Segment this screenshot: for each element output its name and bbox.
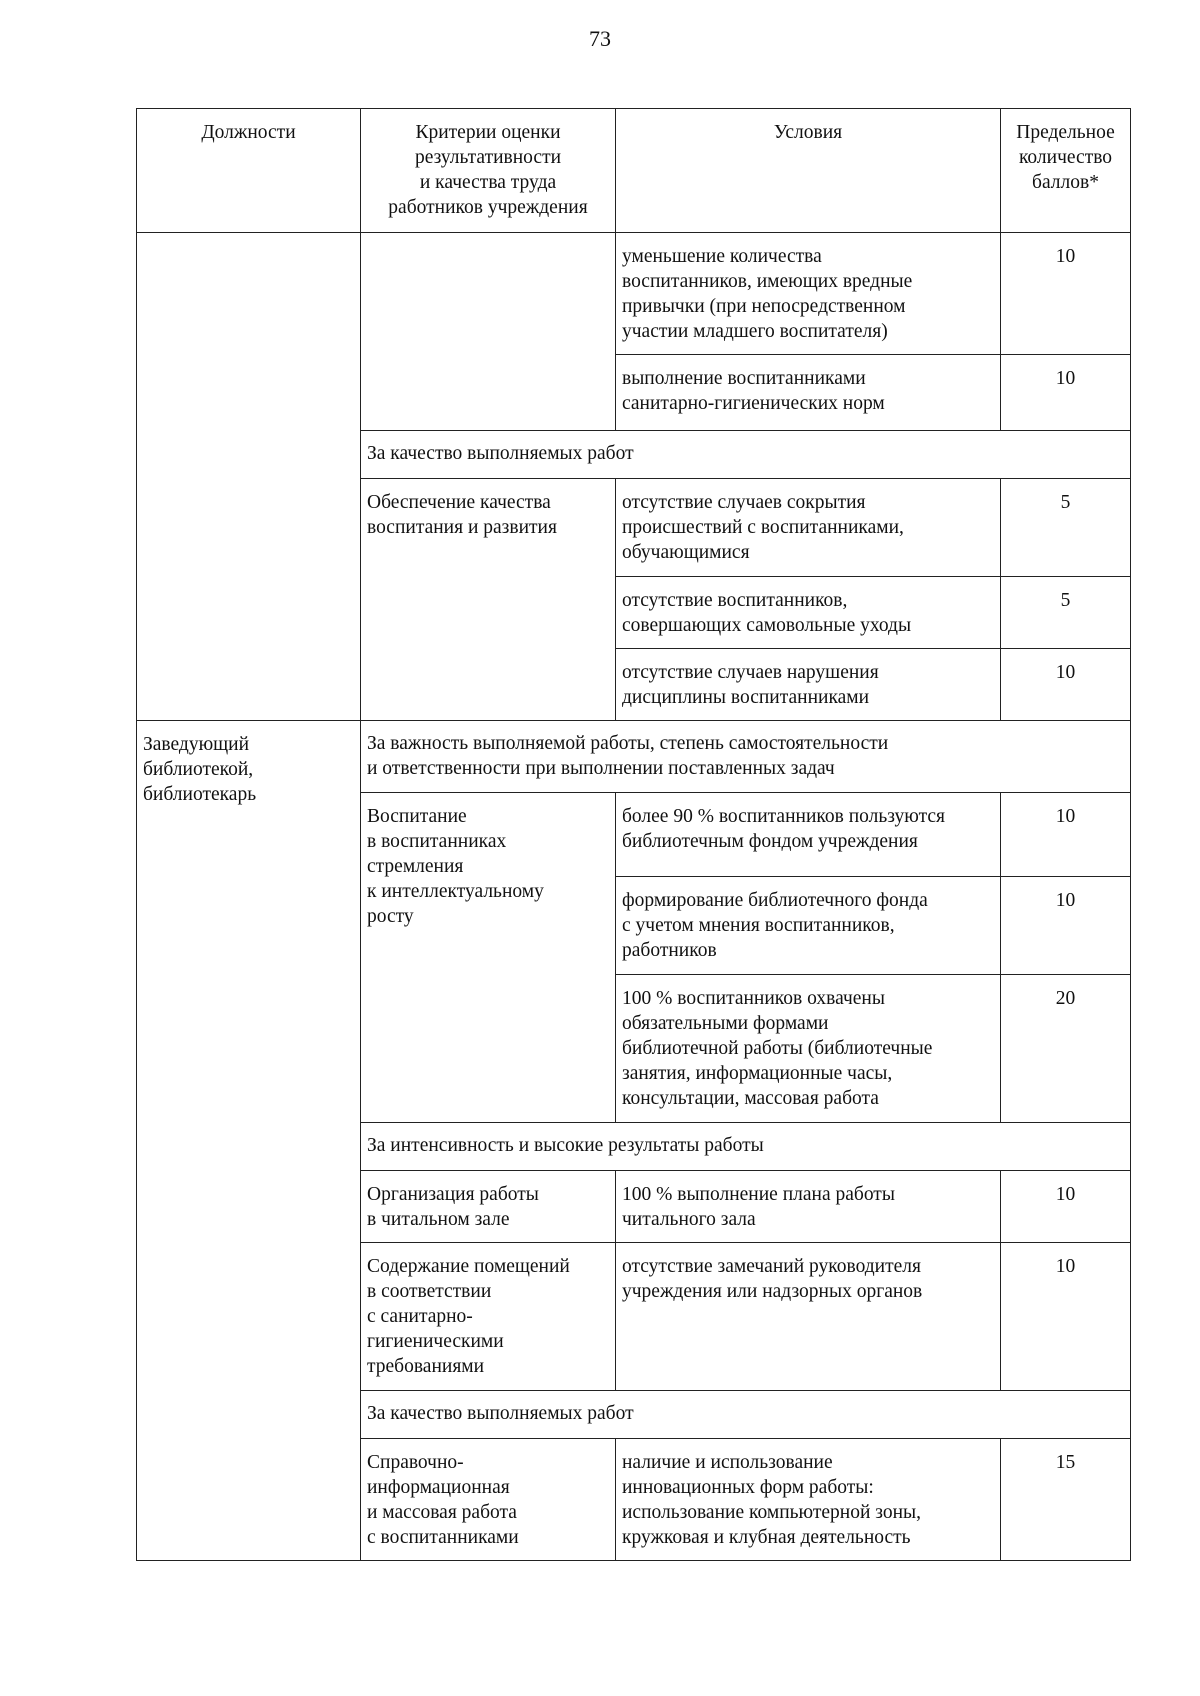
header-positions: Должности — [137, 109, 361, 233]
condition-cell: отсутствие замечаний руководителя учреждения или надзорных органов — [616, 1243, 1001, 1391]
section-row — [137, 721, 1131, 793]
condition-cell: 100 % выполнение плана работы читального зала — [616, 1171, 1001, 1243]
section-quality: За качество выполняемых работ — [361, 1391, 1131, 1439]
points-cell: 10 — [1001, 233, 1131, 355]
page-number: 73 — [589, 26, 611, 51]
points-cell: 10 — [1001, 793, 1131, 877]
section-importance: За важность выполняемой работы, степень самостоятельности и ответственности при выполнении поставленных задач — [361, 721, 1131, 793]
condition-cell: наличие и использование инновационных форм работы: использование компьютерной зоны, кружковая и клубная деятельность — [616, 1439, 1001, 1561]
position-cell: Заведующий библиотекой, библиотекарь — [137, 721, 361, 1561]
position-cell-empty — [137, 233, 361, 721]
section-intensity: За интенсивность и высокие результаты работы — [361, 1123, 1131, 1171]
points-cell: 10 — [1001, 649, 1131, 721]
points-cell: 15 — [1001, 1439, 1131, 1561]
condition-cell: отсутствие случаев сокрытия происшествий с воспитанниками, обучающимися — [616, 479, 1001, 577]
table-row — [137, 233, 1131, 355]
points-cell: 10 — [1001, 877, 1131, 975]
criterion-cell: Организация работы в читальном зале — [361, 1171, 616, 1243]
condition-cell: уменьшение количества воспитанников, имеющих вредные привычки (при непосредственном участии младшего воспитателя) — [616, 233, 1001, 355]
points-cell: 5 — [1001, 577, 1131, 649]
points-cell: 10 — [1001, 1171, 1131, 1243]
section-quality: За качество выполняемых работ — [361, 431, 1131, 479]
condition-cell: выполнение воспитанниками санитарно-гигиенических норм — [616, 355, 1001, 431]
condition-cell: отсутствие воспитанников, совершающих самовольные уходы — [616, 577, 1001, 649]
points-cell: 10 — [1001, 1243, 1131, 1391]
table-header-row — [137, 109, 1131, 233]
criterion-cell: Справочно- информационная и массовая работа с воспитанниками — [361, 1439, 616, 1561]
criteria-table — [136, 108, 1131, 1561]
criterion-cell: Обеспечение качества воспитания и развития — [361, 479, 616, 721]
points-cell: 20 — [1001, 975, 1131, 1123]
criterion-cell: Содержание помещений в соответствии с санитарно- гигиеническими требованиями — [361, 1243, 616, 1391]
header-conditions: Условия — [616, 109, 1001, 233]
header-max-points: Предельное количество баллов* — [1001, 109, 1131, 233]
condition-cell: более 90 % воспитанников пользуются библиотечным фондом учреждения — [616, 793, 1001, 877]
condition-cell: формирование библиотечного фонда с учетом мнения воспитанников, работников — [616, 877, 1001, 975]
condition-cell: отсутствие случаев нарушения дисциплины воспитанниками — [616, 649, 1001, 721]
header-criteria: Критерии оценки результативности и качества труда работников учреждения — [361, 109, 616, 233]
points-cell: 10 — [1001, 355, 1131, 431]
points-cell: 5 — [1001, 479, 1131, 577]
criterion-cell-empty — [361, 233, 616, 431]
condition-cell: 100 % воспитанников охвачены обязательными формами библиотечной работы (библиотечные занятия, информационные часы, консультации, массовая работа — [616, 975, 1001, 1123]
criterion-cell: Воспитание в воспитанниках стремления к интеллектуальному росту — [361, 793, 616, 1123]
